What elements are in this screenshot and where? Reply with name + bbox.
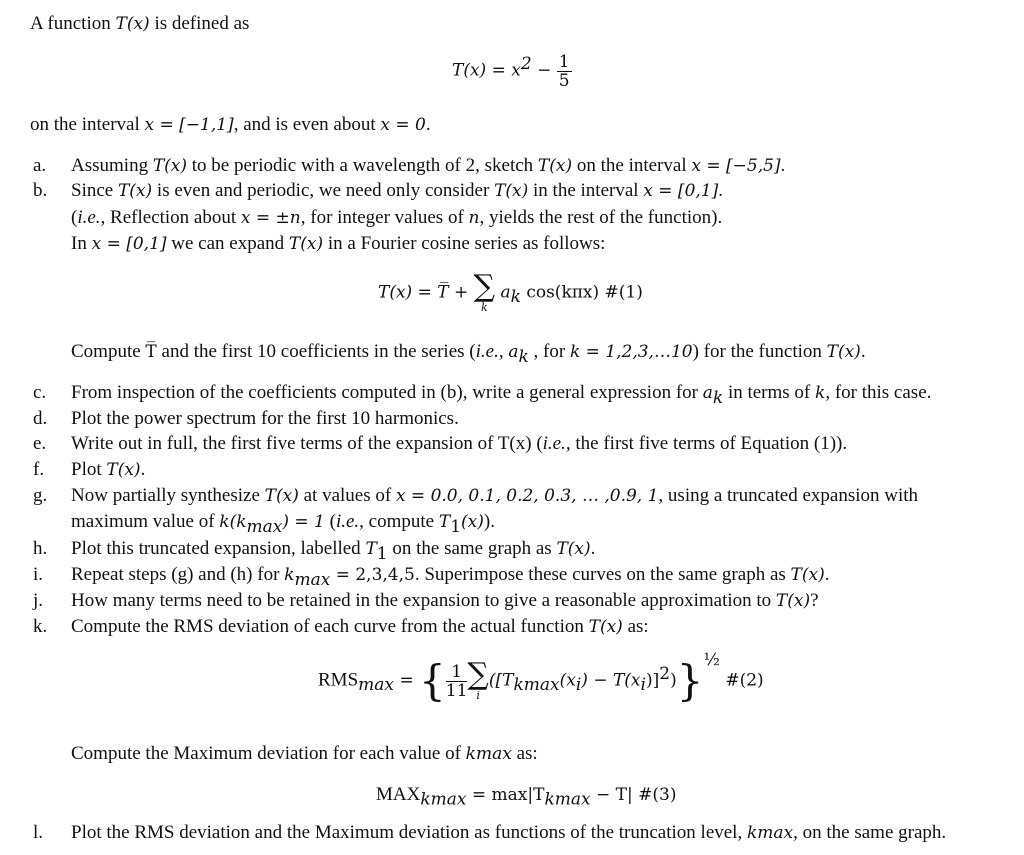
- compute-text: Compute: [71, 341, 141, 362]
- t1-subscript: 1: [450, 516, 462, 537]
- item-b-math-3: x = [0,1]: [643, 181, 719, 201]
- item-h-text-2: on the same graph as: [392, 538, 552, 559]
- t1-subscript: 1: [376, 543, 388, 564]
- item-b-text-2: is even and periodic, we need only consider: [156, 180, 490, 201]
- kmax-symbol: kmax: [746, 823, 794, 843]
- item-marker-b: b.: [33, 180, 48, 201]
- item-b-line3-math: x = [0,1]: [91, 234, 167, 254]
- item-marker-h: h.: [33, 538, 48, 559]
- item-g-text: Now partially synthesize: [71, 485, 260, 506]
- item-b-line3-math-2: T(x): [288, 234, 324, 254]
- intro-line: [30, 12, 249, 36]
- interval-text-2: , and is even about: [233, 114, 376, 135]
- kmax-symbol: kmax: [465, 744, 512, 764]
- item-b-line2-text-2: , for integer values of: [300, 207, 464, 228]
- intro-text-end: is defined as: [154, 13, 250, 34]
- item-a-math-2: T(x): [537, 156, 573, 176]
- rms-equals: =: [393, 670, 414, 691]
- interval-text: on the interval: [30, 114, 140, 135]
- right-brace: }: [676, 656, 704, 705]
- item-b-line-2: [71, 206, 722, 230]
- item-k: [71, 615, 649, 639]
- kmax-values: = 2,3,4,5: [330, 565, 415, 585]
- item-marker-g: g.: [33, 485, 48, 506]
- item-b-line-3: [71, 232, 605, 256]
- item-a-math-3: x = [−5,5]: [691, 156, 781, 176]
- sigma-index: k: [481, 301, 488, 314]
- item-g-text-2: at values of: [303, 485, 392, 506]
- item-marker-l: l.: [33, 822, 44, 843]
- item-b-line2-math-2: n: [468, 208, 480, 228]
- fourier-lhs: T(x) = T̅ +: [378, 282, 469, 303]
- max-text-2: as:: [516, 743, 538, 764]
- compute-period: .: [860, 341, 866, 362]
- item-b-line2-text: Reflection about: [105, 207, 237, 228]
- equation-tag-2: #(2): [719, 670, 764, 691]
- item-g-line2-math-b: ) = 1: [282, 512, 325, 532]
- item-f-math: T(x): [106, 460, 141, 480]
- item-e-text: Write out in full, the first five terms of the expansion of T(x) (: [71, 433, 543, 454]
- equation-minus: −: [537, 60, 552, 81]
- max-mid: = max|T: [466, 785, 545, 805]
- item-c-text-2: in terms of: [727, 382, 811, 403]
- item-marker-c: c.: [33, 382, 47, 403]
- kmax-symbol: k: [284, 565, 295, 585]
- i-subscript: i: [575, 674, 582, 695]
- item-f: [71, 458, 145, 482]
- item-f-period: .: [140, 459, 146, 480]
- fraction-numerator: 1: [446, 663, 468, 682]
- item-i: [71, 563, 829, 592]
- rms-body-4: )]: [645, 670, 660, 691]
- item-a-text-2: to be periodic with a wavelength of 2, sketch: [191, 155, 534, 176]
- item-i-text-2: . Superimpose these curves on the same graph as: [414, 564, 786, 585]
- item-c: [71, 381, 931, 410]
- item-i-period: .: [824, 564, 830, 585]
- item-g-line2-math: k(k: [219, 512, 247, 532]
- kmax-subscript: max: [294, 569, 331, 590]
- max-equation: [376, 783, 676, 811]
- fraction-denominator: 11: [445, 680, 468, 701]
- rms-equation: [318, 649, 764, 705]
- compute-line: [71, 340, 866, 369]
- sigma-index: i: [476, 689, 480, 702]
- sum-symbol: [473, 269, 496, 314]
- max-end: − T| #(3): [590, 785, 677, 805]
- item-marker-e: e.: [33, 433, 47, 454]
- item-h-text: Plot this truncated expansion, labelled: [71, 538, 361, 559]
- item-f-text: Plot: [71, 459, 102, 480]
- item-a-text-3: on the interval: [576, 155, 687, 176]
- ie-abbrev: i.e.,: [335, 511, 364, 532]
- item-k-text-2: as:: [627, 616, 649, 637]
- interval-line: [30, 113, 431, 137]
- item-b-math: T(x): [117, 181, 153, 201]
- fourier-equation: [378, 269, 643, 314]
- coefficient-subscript: k: [518, 346, 529, 367]
- coefficient-symbol: a: [508, 342, 519, 362]
- item-h-math: T(x): [556, 539, 591, 559]
- interval-period: .: [425, 114, 431, 135]
- compute-text-4: ) for the function: [692, 341, 822, 362]
- fourier-rhs: cos(kπx) #(1): [520, 282, 643, 303]
- item-g: [71, 484, 918, 508]
- item-e: [71, 432, 847, 456]
- item-g-line-2: [71, 510, 495, 539]
- item-g-text-3: , using a truncated expansion with: [658, 485, 919, 506]
- item-l-text: Plot the RMS deviation and the Maximum deviation as functions of the truncation level,: [71, 822, 743, 843]
- definition-equation: [452, 52, 572, 90]
- left-brace: {: [419, 656, 446, 705]
- item-b-line2-text-3: , yields the rest of the function).: [479, 207, 723, 228]
- item-marker-d: d.: [33, 408, 48, 429]
- sigma-glyph: ∑: [473, 269, 496, 304]
- kmax-subscript: max: [246, 516, 283, 537]
- kmax-subscript: kmax: [513, 674, 560, 695]
- item-a-text: Assuming: [71, 155, 149, 176]
- item-i-math: T(x): [790, 565, 825, 585]
- item-j-text: How many terms need to be retained in the expansion to give a reasonable approximation to: [71, 590, 772, 611]
- item-marker-i: i.: [33, 564, 44, 585]
- compute-text-3: , for: [533, 341, 566, 362]
- t1-symbol: T: [438, 512, 451, 532]
- item-c-math: a: [702, 383, 713, 403]
- max-deviation-line: [71, 742, 538, 766]
- item-g-math: T(x): [264, 486, 299, 506]
- item-c-math-2: k: [815, 383, 826, 403]
- item-h: [71, 537, 595, 566]
- item-marker-k: k.: [33, 616, 48, 637]
- sigma-glyph: ∑: [467, 657, 489, 692]
- item-marker-f: f.: [33, 459, 45, 480]
- sum-symbol: [467, 657, 489, 702]
- coefficient-subscript: k: [510, 286, 521, 307]
- rms-subscript: max: [358, 674, 394, 695]
- max-text: Compute the Maximum deviation for each value of: [71, 743, 461, 764]
- item-b-math-2: T(x): [494, 181, 529, 201]
- equation-fraction: [557, 53, 572, 90]
- item-h-period: .: [590, 538, 596, 559]
- item-l: [71, 821, 946, 845]
- item-a-period: .: [780, 155, 786, 176]
- item-b-line2-math: x = ±n: [240, 208, 301, 228]
- kmax-subscript: kmax: [420, 789, 467, 810]
- item-g-line2-text-3: compute: [363, 511, 435, 532]
- item-b-line3-text: In: [71, 233, 87, 254]
- max-label: MAX: [376, 784, 421, 805]
- item-g-line2-text: maximum value of: [71, 511, 215, 532]
- item-k-math: T(x): [588, 617, 623, 637]
- kmax-subscript: kmax: [544, 789, 591, 810]
- item-b-line3-text-3: in a Fourier cosine series as follows:: [327, 233, 606, 254]
- compute-math: T(x): [826, 342, 861, 362]
- item-a: [71, 154, 785, 178]
- fraction-denominator: 5: [558, 70, 570, 91]
- function-symbol: T(x): [115, 14, 150, 34]
- item-c-subscript: k: [712, 387, 724, 408]
- t1-argument: (x): [461, 512, 484, 532]
- coefficient-symbol: a: [500, 282, 511, 303]
- t1-symbol: T: [365, 539, 377, 559]
- item-a-math: T(x): [152, 156, 188, 176]
- square-exponent: 2: [659, 663, 671, 684]
- item-marker-j: j.: [33, 590, 44, 611]
- paren-open: (: [324, 511, 336, 532]
- item-b-line3-text-2: we can expand: [171, 233, 285, 254]
- item-c-text: From inspection of the coefficients computed in (b), write a general expression for: [71, 382, 698, 403]
- ie-abbrev: i.e.,: [542, 433, 571, 454]
- item-b-text-3: in the interval: [533, 180, 639, 201]
- k-range-math: k = 1,2,3,…10: [569, 342, 693, 362]
- rms-label: RMS: [318, 669, 359, 691]
- rms-fraction: [446, 663, 468, 700]
- ie-abbrev: i.e.,: [77, 207, 106, 228]
- paren-open: (: [71, 207, 78, 228]
- item-k-text: Compute the RMS deviation of each curve from the actual function: [71, 616, 584, 637]
- rms-body-2: (x: [559, 670, 576, 691]
- item-d: Plot the power spectrum for the first 10 harmonics.: [71, 408, 459, 429]
- equation-lhs: T(x) = x: [452, 60, 521, 81]
- even-point-math: x = 0: [380, 115, 426, 135]
- item-j: [71, 589, 819, 613]
- rms-body-5: ): [670, 670, 677, 691]
- item-b-text: Since: [71, 180, 114, 201]
- item-e-text-2: the first five terms of Equation (1)).: [570, 433, 848, 454]
- compute-text-2: and the first 10 coefficients in the series (: [161, 341, 476, 362]
- item-i-text: Repeat steps (g) and (h) for: [71, 564, 280, 585]
- item-g-line2-end: ).: [483, 511, 495, 532]
- rms-body-3: ) − T(x: [581, 670, 641, 691]
- item-b-period: .: [718, 180, 723, 201]
- item-g-math-2: x = 0.0, 0.1, 0.2, 0.3, … ,0.9, 1: [395, 486, 659, 506]
- rms-body: ([T: [488, 670, 514, 691]
- item-j-question-mark: ?: [810, 590, 819, 611]
- item-l-text-2: , on the same graph.: [793, 822, 947, 843]
- mean-symbol: T̅: [145, 342, 157, 362]
- i-subscript: i: [640, 674, 646, 695]
- item-c-text-3: , for this case.: [825, 382, 932, 403]
- fraction-numerator: 1: [558, 51, 570, 72]
- half-exponent: ½: [703, 649, 720, 670]
- equation-exponent: 2: [520, 54, 532, 74]
- intro-text: A function: [30, 13, 111, 34]
- ie-abbrev: i.e.,: [475, 341, 504, 362]
- item-j-math: T(x): [775, 591, 811, 611]
- item-marker-a: a.: [33, 155, 47, 176]
- item-b: [71, 179, 723, 203]
- interval-math: x = [−1,1]: [144, 115, 234, 135]
